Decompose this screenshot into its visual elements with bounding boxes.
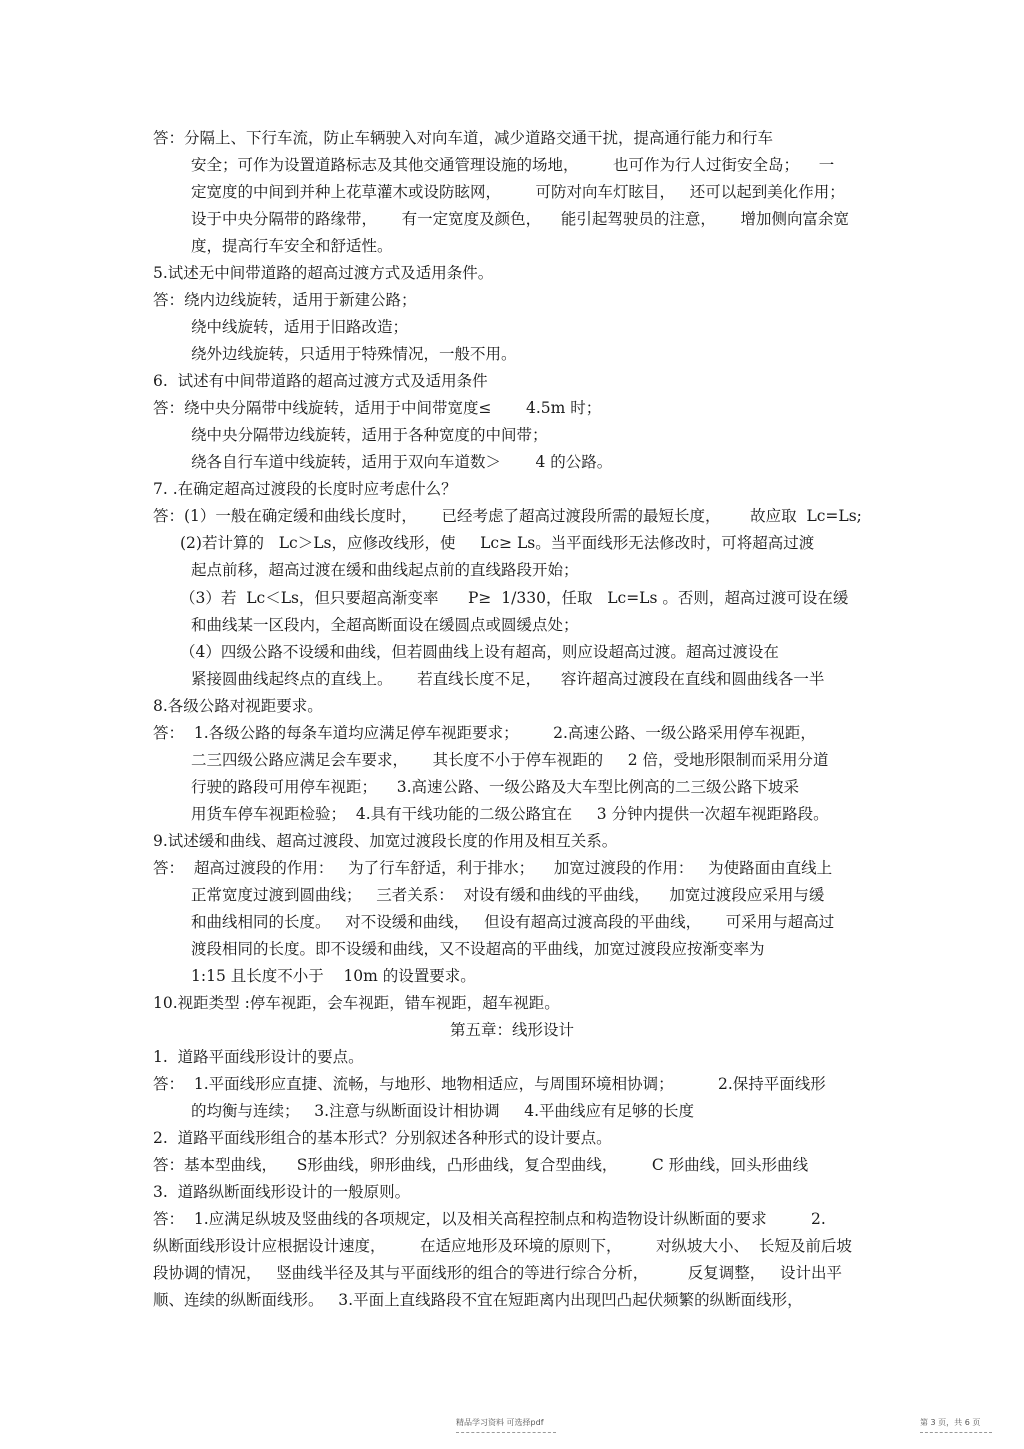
text-line: 渡段相同的长度。即不设缓和曲线，又不设超高的平曲线，加宽过渡段应按渐变率为 (191, 940, 765, 958)
question-heading: 1. 道路平面线形设计的要点。 (153, 1048, 364, 1066)
text-line: 行驶的路段可用停车视距； 3.高速公路、一级公路及大车型比例高的二三级公路下坡采 (191, 778, 799, 796)
page-number: 第 3 页，共 6 页 (920, 1418, 981, 1427)
text-line: 答：分隔上、下行车流，防止车辆驶入对向车道，减少道路交通干扰，提高通行能力和行车 (153, 129, 774, 147)
text-line: 正常宽度过渡到圆曲线； 三者关系： 对设有缓和曲线的平曲线， 加宽过渡段应采用与缓 (191, 886, 825, 904)
text-line: 答： 超高过渡段的作用： 为了行车舒适，利于排水； 加宽过渡段的作用： 为使路面由直线上 (153, 859, 833, 877)
footer-divider (920, 1432, 992, 1433)
text-line: 1:15 且长度不小于 10m 的设置要求。 (191, 967, 476, 985)
text-line: 答： 1.平面线形应直捷、流畅，与地形、地物相适应，与周围环境相协调； 2.保持平面线形 (153, 1075, 826, 1093)
text-line: 答：绕中央分隔带中线旋转，适用于中间带宽度≤ 4.5m 时； (153, 399, 602, 417)
text-line: 答：(1）一般在确定缓和曲线长度时， 已经考虑了超高过渡段所需的最短长度， 故应取 Lc=Ls; (153, 507, 862, 525)
text-line: 绕中央分隔带边线旋转，适用于各种宽度的中间带； (191, 426, 548, 444)
text-line: (2)若计算的 Lc＞Ls，应修改线形，使 Lc≥ Ls。当平面线形无法修改时，可将超高过渡 (180, 534, 815, 552)
text-line: 顺、连续的纵断面线形。 3.平面上直线路段不宜在短距离内出现凹凸起伏频繁的纵断面线形， (153, 1291, 803, 1309)
text-line: 答：绕内边线旋转，适用于新建公路； (153, 291, 417, 309)
text-line: 紧接圆曲线起终点的直线上。 若直线长度不足， 容许超高过渡段在直线和圆曲线各一半 (191, 670, 825, 688)
question-heading: 3. 道路纵断面线形设计的一般原则。 (153, 1183, 411, 1201)
chapter-title: 第五章：线形设计 (449, 1021, 574, 1039)
question-heading: 6. 试述有中间带道路的超高过渡方式及适用条件 (153, 372, 488, 390)
text-line: 安全；可作为设置道路标志及其他交通管理设施的场地， 也可作为行人过街安全岛； 一 (191, 156, 835, 174)
footer-source: 精品学习资料 可选择pdf (456, 1418, 544, 1427)
text-line: 和曲线相同的长度。 对不设缓和曲线， 但设有超高过渡高段的平曲线， 可采用与超高过 (191, 913, 835, 931)
text-line: 段协调的情况， 竖曲线半径及其与平面线形的组合的等进行综合分析， 反复调整， 设计出平 (153, 1264, 842, 1282)
text-line: 的均衡与连续； 3.注意与纵断面设计相协调 4.平曲线应有足够的长度 (191, 1102, 694, 1120)
text-line: 起点前移，超高过渡在缓和曲线起点前的直线路段开始； (191, 561, 579, 579)
question-heading: 2. 道路平面线形组合的基本形式？分别叙述各种形式的设计要点。 (153, 1129, 612, 1147)
text-line: 答： 1.应满足纵坡及竖曲线的各项规定，以及相关高程控制点和构造物设计纵断面的要求 2. (153, 1210, 826, 1228)
text-line: 纵断面线形设计应根据设计速度， 在适应地形及环境的原则下， 对纵坡大小、 长短及前后坡 (153, 1237, 852, 1255)
text-line: 二三四级公路应满足会车要求， 其长度不小于停车视距的 2 倍，受地形限制而采用分道 (191, 751, 829, 769)
question-heading: 10.视距类型 :停车视距，会车视距，错车视距，超车视距。 (153, 994, 560, 1012)
text-line: 度，提高行车安全和舒适性。 (191, 237, 393, 255)
question-heading: 8.各级公路对视距要求。 (153, 697, 323, 715)
text-line: 和曲线某一区段内，全超高断面设在缓圆点或圆缓点处； (191, 616, 579, 634)
footer-divider (456, 1432, 556, 1433)
text-line: （4）四级公路不设缓和曲线，但若圆曲线上设有超高，则应设超高过渡。超高过渡设在 (180, 643, 779, 661)
text-line: 答： 1.各级公路的每条车道均应满足停车视距要求； 2.高速公路、一级公路采用停车视距， (153, 724, 816, 742)
text-line: 绕各自行车道中线旋转，适用于双向车道数＞ 4 的公路。 (191, 453, 613, 471)
text-line: 定宽度的中间到并种上花草灌木或设防眩网， 可防对向车灯眩目， 还可以起到美化作用； (191, 183, 845, 201)
question-heading: 9.试述缓和曲线、超高过渡段、加宽过渡段长度的作用及相互关系。 (153, 832, 618, 850)
text-line: （3）若 Lc＜Ls，但只要超高渐变率 P≥ 1/330，任取 Lc=Ls 。否则，超高过渡可设在缓 (180, 589, 849, 607)
text-line: 设于中央分隔带的路缘带， 有一定宽度及颜色， 能引起驾驶员的注意， 增加侧向富余宽 (191, 210, 849, 228)
text-line: 绕外边线旋转，只适用于特殊情况，一般不用。 (191, 345, 517, 363)
text-line: 绕中线旋转，适用于旧路改造； (191, 318, 409, 336)
text-line: 答：基本型曲线， S形曲线，卵形曲线，凸形曲线，复合型曲线， C 形曲线，回头形曲线 (153, 1156, 809, 1174)
question-heading: 7. .在确定超高过渡段的长度时应考虑什么？ (153, 480, 457, 498)
question-heading: 5.试述无中间带道路的超高过渡方式及适用条件。 (153, 264, 494, 282)
text-line: 用货车停车视距检验； 4.具有干线功能的二级公路宜在 3 分钟内提供一次超车视距路段。 (191, 805, 829, 823)
